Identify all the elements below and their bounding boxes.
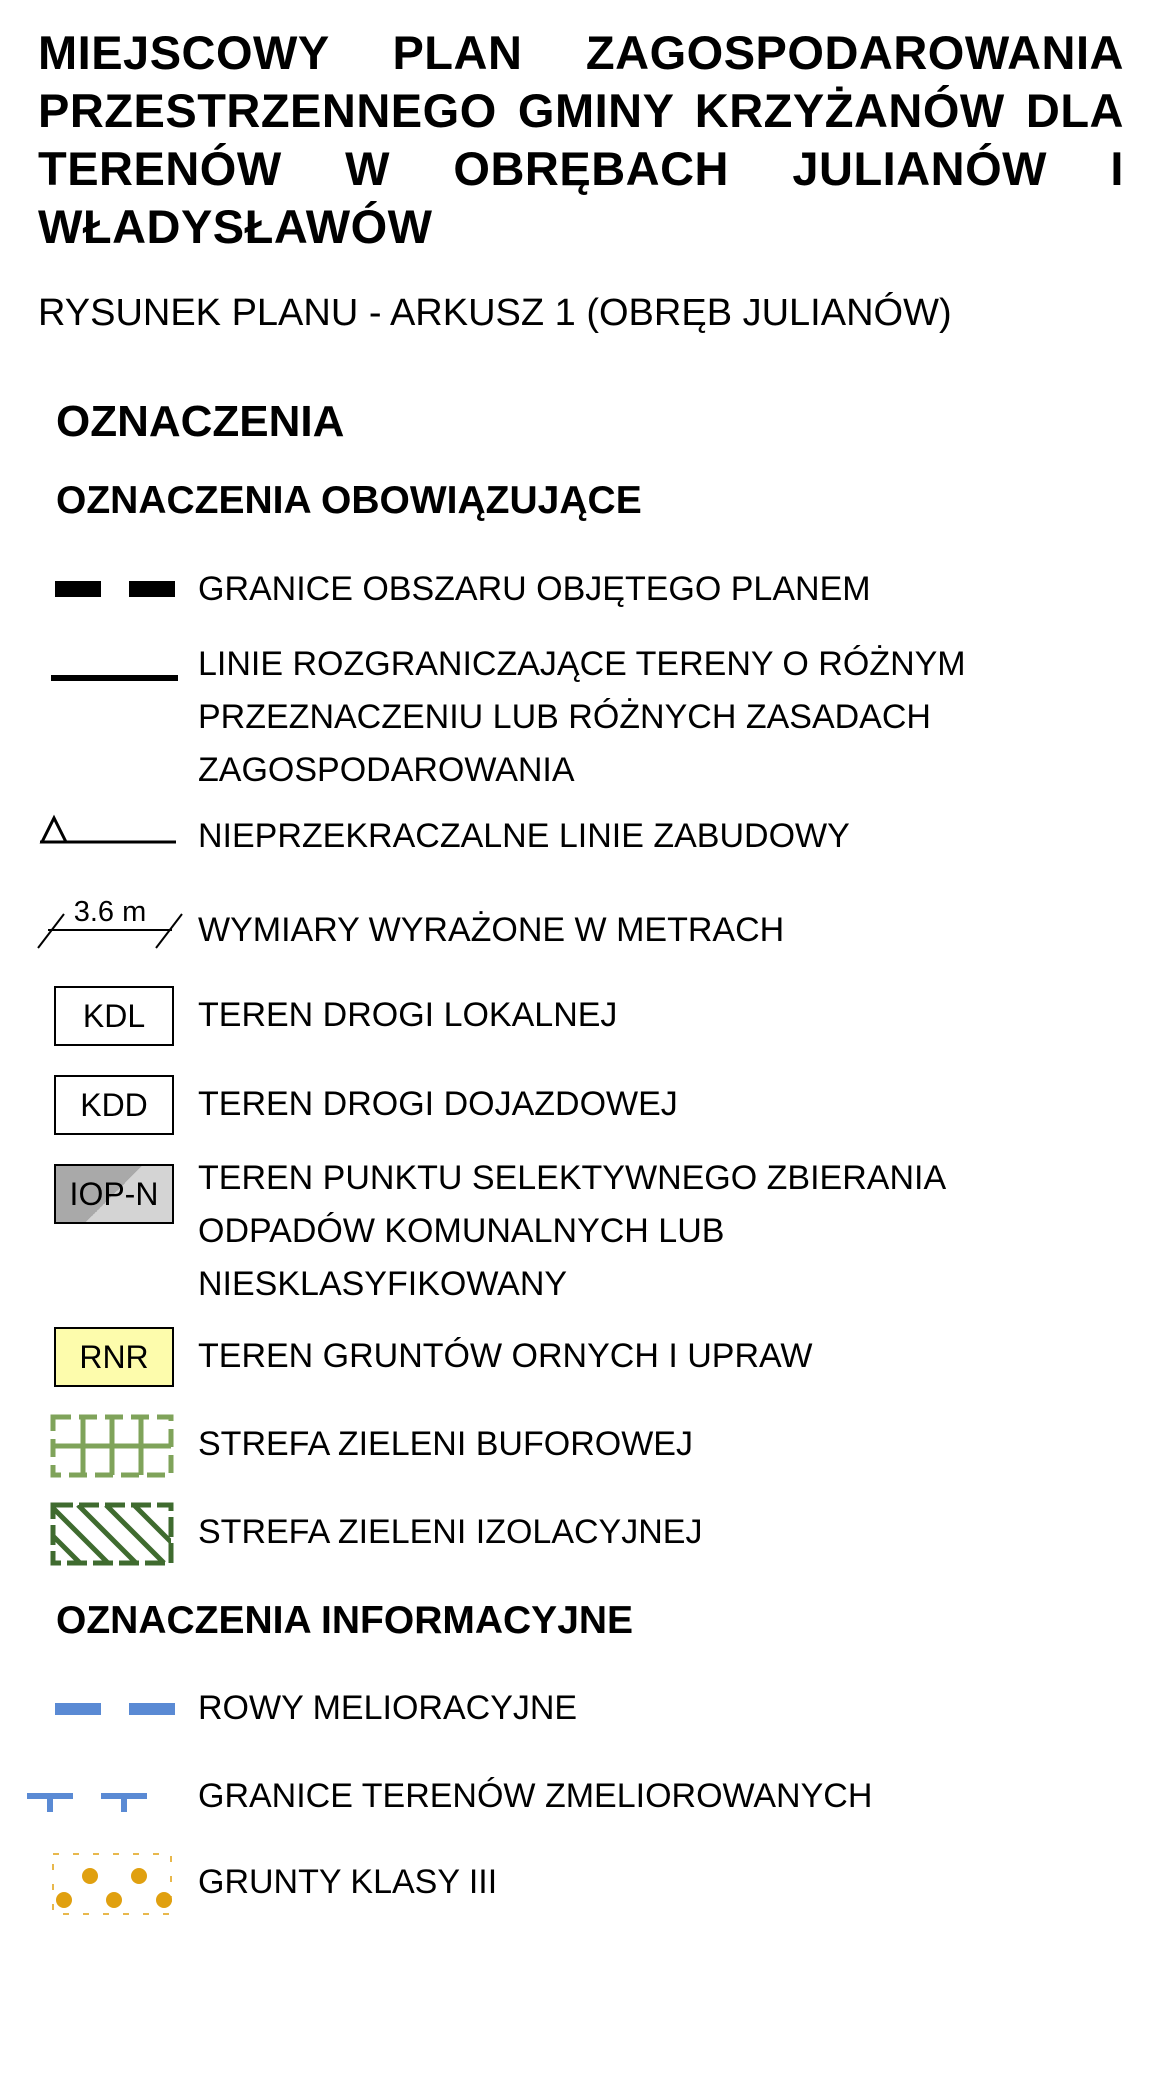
legend-item-label: STREFA ZIELENI BUFOROWEJ	[198, 1425, 693, 1463]
binding-legend-heading: OZNACZENIA OBOWIĄZUJĄCE	[56, 479, 642, 522]
legend-item-label: GRUNTY KLASY III	[198, 1863, 498, 1901]
dashed-boundary-icon	[20, 565, 190, 645]
legend-item-label: GRANICE OBSZARU OBJĘTEGO PLANEM	[198, 570, 871, 608]
legend-item-label: TEREN DROGI LOKALNEJ	[198, 996, 618, 1034]
blue-t-line-icon	[20, 1772, 190, 1852]
legend-item-label: STREFA ZIELENI IZOLACYJNEJ	[198, 1513, 703, 1551]
legend-item-label: WYMIARY WYRAŻONE W METRACH	[198, 911, 785, 949]
rnr-symbol: RNR	[54, 1327, 174, 1387]
legend-item-label: NIEPRZEKRACZALNE LINIE ZABUDOWY	[198, 817, 850, 855]
solid-line-icon	[20, 638, 190, 718]
legend-item-label: LINIE ROZGRANICZAJĄCE TERENY O RÓŻNYM PRZEZNACZENIU LUB RÓŻNYCH ZASADACH ZAGOSPODAROWANIA	[198, 645, 966, 789]
legend-item-label: TEREN GRUNTÓW ORNYCH I UPRAW	[198, 1337, 813, 1375]
dimension-value: 3.6 m	[73, 896, 147, 928]
kdd-symbol: KDD	[54, 1075, 174, 1135]
legend-item-label: ROWY MELIORACYJNE	[198, 1689, 578, 1727]
orange-dots-icon	[50, 1850, 180, 1920]
legend-item-label: GRANICE TERENÓW ZMELIOROWANYCH	[198, 1777, 873, 1815]
dimension-icon	[30, 888, 200, 968]
green-diagonal-hatch-icon	[50, 1502, 180, 1568]
page-title: MIEJSCOWY PLAN ZAGOSPODAROWANIA PRZESTRZENNEGO GMINY KRZYŻANÓW DLA TERENÓW W OBRĘBACH JULIANÓW I WŁADYSŁAWÓW	[38, 26, 1124, 253]
page-subtitle: RYSUNEK PLANU - ARKUSZ 1 (OBRĘB JULIANÓW)	[38, 292, 952, 334]
kdl-symbol: KDL	[54, 986, 174, 1046]
informational-legend-heading: OZNACZENIA INFORMACYJNE	[56, 1599, 634, 1642]
building-line-icon	[20, 812, 190, 892]
legend-item-label: TEREN DROGI DOJAZDOWEJ	[198, 1085, 678, 1123]
blue-dashed-line-icon	[20, 1684, 190, 1764]
legend-item-label: TEREN PUNKTU SELEKTYWNEGO ZBIERANIA ODPADÓW KOMUNALNYCH LUB NIESKLASYFIKOWANY	[198, 1159, 947, 1303]
green-grid-hatch-icon	[50, 1414, 180, 1480]
iop-n-symbol: IOP-N	[54, 1164, 174, 1224]
legend-heading: OZNACZENIA	[56, 397, 345, 446]
